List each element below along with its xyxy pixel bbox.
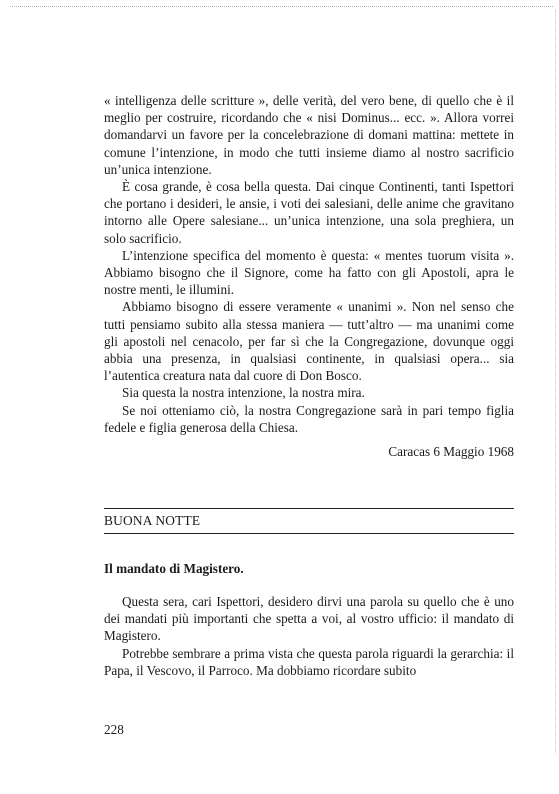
paragraph: Questa sera, cari Ispettori, desidero dirvi una parola su quello che è uno dei mandati più importanti che spetta a voi, al vostro ufficio: il mandato di Magistero. [104,594,514,644]
paragraph: Se noi otteniamo ciò, la nostra Congregazione sarà in pari tempo figlia fedele e figlia generosa della Chiesa. [104,402,514,435]
paragraph: Sia questa la nostra intenzione, la nostra mira. [122,385,365,401]
page-content [104,92,514,679]
section-rule-top [104,508,514,509]
subsection-title: Il mandato di Magistero. [104,561,244,577]
section-title: BUONA NOTTE [104,513,201,529]
page-number: 228 [104,722,124,737]
section-rule-bottom [104,533,514,534]
scan-edge-top [10,6,553,7]
scan-edge-right [555,10,556,754]
paragraph: Potrebbe sembrare a prima vista che questa parola riguardi la gerarchia: il Papa, il Vescovo, il Parroco. Ma dobbiamo ricordare subito [104,645,514,678]
paragraph: È cosa grande, è cosa bella questa. Dai cinque Continenti, tanti Ispettori che portano i desideri, le ansie, i voti dei salesiani, delle anime che gravitano intorno alle Opere salesiane... un’unica intenzione, una sola preghiera, un solo sacrificio. [104,179,514,246]
date-signature: Caracas 6 Maggio 1968 [388,444,514,460]
paragraph: « intelligenza delle scritture », delle verità, del vero bene, di quello che è il meglio per costruire, ricordando che « nisi Dominus... ecc. ». Allora vorrei domandarvi un favore per la concelebrazione di domani mattina: mettete in comune l’intenzione, in modo che tutti insieme diamo al nostro sacrificio un’unica intenzione. [104,93,514,177]
paragraph: Abbiamo bisogno di essere veramente « unanimi ». Non nel senso che tutti pensiamo subito alla stessa maniera — tutt’altro — ma unanimi come gli apostoli nel cenacolo, per far sì che la Congregazione, dovunque oggi abbia una presenza, in qualsiasi continente, in qualsiasi opera... sia l’autentica creatura nata dal cuore di Don Bosco. [104,299,514,384]
section-body [104,593,514,679]
paragraph: L’intenzione specifica del momento è questa: « mentes tuorum visita ». Abbiamo bisogno che il Signore, come ha fatto con gli Apostoli, apra le nostre menti, le illumini. [104,247,514,298]
